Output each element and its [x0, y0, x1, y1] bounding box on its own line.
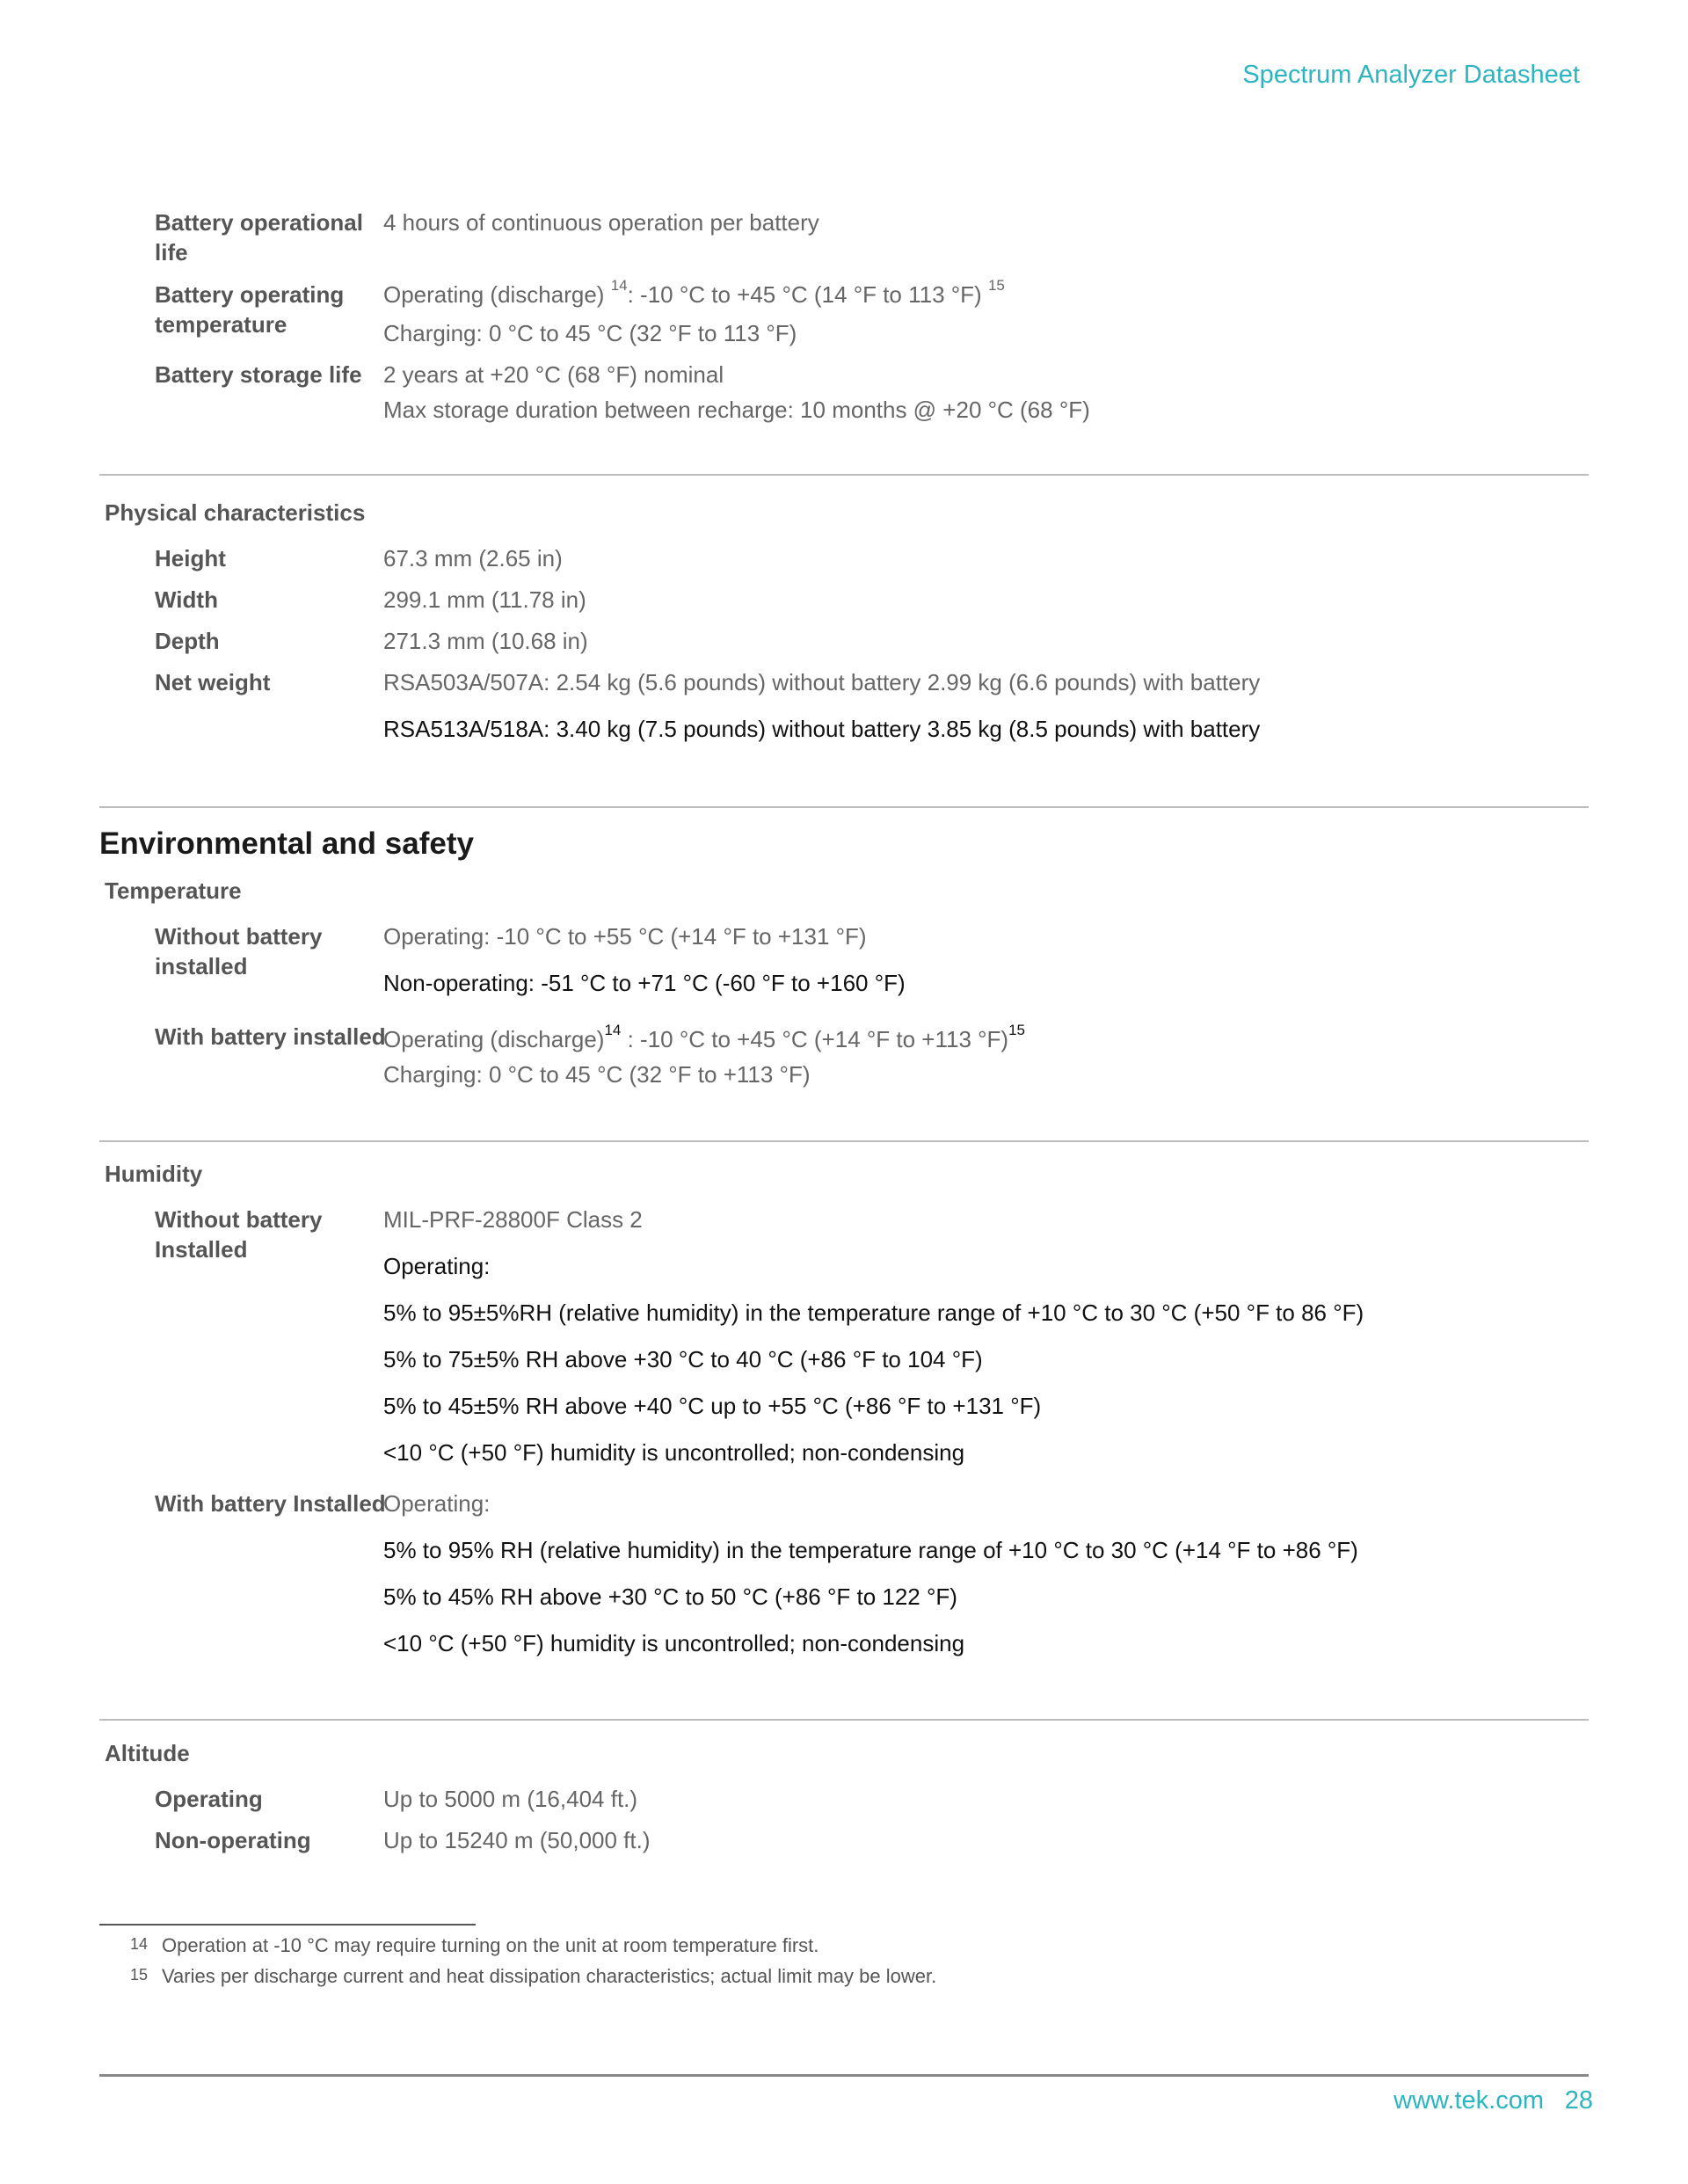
temp-with-battery-line2: Charging: 0 °C to 45 °C (32 °F to +113 °F) — [383, 1061, 811, 1088]
humidity-without-line: 5% to 75±5% RH above +30 °C to 40 °C (+86 °F to 104 °F) — [383, 1346, 983, 1372]
humidity-with-battery-label: With battery Installed — [155, 1490, 386, 1517]
width-label: Width — [155, 586, 218, 613]
humidity-without-line: 5% to 45±5% RH above +40 °C up to +55 °C (+86 °F to +131 °F) — [383, 1393, 1042, 1419]
depth-label: Depth — [155, 628, 220, 654]
height-label: Height — [155, 545, 226, 571]
temperature-heading: Temperature — [105, 877, 242, 904]
footnote-text: Varies per discharge current and heat dissipation characteristics; actual limit may be lower. — [162, 1965, 937, 1987]
humidity-with-line: 5% to 45% RH above +30 °C to 50 °C (+86 °F to 122 °F) — [383, 1583, 957, 1610]
footnote-number: 14 — [130, 1935, 149, 1953]
battery-storage-label: Battery storage life — [155, 361, 362, 388]
humidity-heading: Humidity — [105, 1161, 203, 1187]
temp-with-battery-line1: Operating (discharge)$^{14}$ : -10 °C to +45 °C (+14 °F to +113 °F)$^{15}$ — [383, 1022, 1026, 1052]
temp-without-battery-line1: Operating: -10 °C to +55 °C (+14 °F to +131 °F) — [383, 923, 867, 950]
footnote-text: Operation at -10 °C may require turning on the unit at room temperature first. — [162, 1934, 819, 1956]
humidity-without-battery-label: Without battery Installed — [155, 1206, 323, 1263]
page-number: 28 — [1564, 2086, 1593, 2115]
divider — [99, 1140, 1589, 1142]
width-value: 299.1 mm (11.78 in) — [383, 586, 586, 613]
physical-heading: Physical characteristics — [105, 499, 366, 526]
temp-with-battery-label: With battery installed — [155, 1023, 386, 1050]
altitude-operating-label: Operating — [155, 1786, 263, 1812]
humidity-with-line: Operating: — [383, 1490, 491, 1517]
battery-op-temp-label: Battery operating temperature — [155, 281, 345, 338]
humidity-with-line: <10 °C (+50 °F) humidity is uncontrolled; non-condensing — [383, 1630, 965, 1656]
humidity-without-line: MIL-PRF-28800F Class 2 — [383, 1206, 643, 1233]
net-weight-line2: RSA513A/518A: 3.40 kg (7.5 pounds) without battery 3.85 kg (8.5 pounds) with battery — [383, 716, 1261, 742]
footer-url-link[interactable]: www.tek.com — [1393, 2086, 1544, 2115]
humidity-without-line: 5% to 95±5%RH (relative humidity) in the temperature range of +10 °C to 30 °C (+50 °F to 86 °F) — [383, 1299, 1364, 1326]
footnote-rule — [99, 1924, 476, 1926]
humidity-without-line: <10 °C (+50 °F) humidity is uncontrolled; non-condensing — [383, 1439, 965, 1466]
page-header-title: Spectrum Analyzer Datasheet — [1242, 61, 1580, 89]
humidity-with-line: 5% to 95% RH (relative humidity) in the temperature range of +10 °C to 30 °C (+14 °F to +86 °F) — [383, 1537, 1358, 1563]
footnote-number: 15 — [130, 1966, 149, 1984]
height-value: 67.3 mm (2.65 in) — [383, 545, 563, 571]
battery-op-temp-line1: Operating (discharge) $^{14}$: -10 °C to +45 °C (14 °F to 113 °F) $^{15}$ — [383, 277, 1005, 308]
altitude-operating-value: Up to 5000 m (16,404 ft.) — [383, 1786, 638, 1812]
net-weight-label: Net weight — [155, 669, 271, 695]
battery-storage-line2: Max storage duration between recharge: 10 months @ +20 °C (68 °F) — [383, 397, 1090, 423]
divider — [99, 1719, 1589, 1721]
battery-op-temp-line2: Charging: 0 °C to 45 °C (32 °F to 113 °F) — [383, 320, 797, 346]
temp-without-battery-line2: Non-operating: -51 °C to +71 °C (-60 °F to +160 °F) — [383, 970, 906, 996]
battery-op-life-value: 4 hours of continuous operation per battery — [383, 209, 819, 236]
footer-rule — [99, 2074, 1589, 2077]
altitude-nonoperating-label: Non-operating — [155, 1827, 311, 1853]
net-weight-line1: RSA503A/507A: 2.54 kg (5.6 pounds) without battery 2.99 kg (6.6 pounds) with battery — [383, 669, 1261, 695]
depth-value: 271.3 mm (10.68 in) — [383, 628, 588, 654]
section-title: Environmental and safety — [99, 826, 474, 861]
altitude-heading: Altitude — [105, 1740, 190, 1766]
humidity-without-line: Operating: — [383, 1253, 491, 1279]
divider — [99, 474, 1589, 476]
battery-op-life-label: Battery operational life — [155, 209, 363, 266]
battery-storage-line1: 2 years at +20 °C (68 °F) nominal — [383, 361, 724, 388]
altitude-nonoperating-value: Up to 15240 m (50,000 ft.) — [383, 1827, 651, 1853]
temp-without-battery-label: Without battery installed — [155, 923, 323, 979]
divider — [99, 806, 1589, 808]
